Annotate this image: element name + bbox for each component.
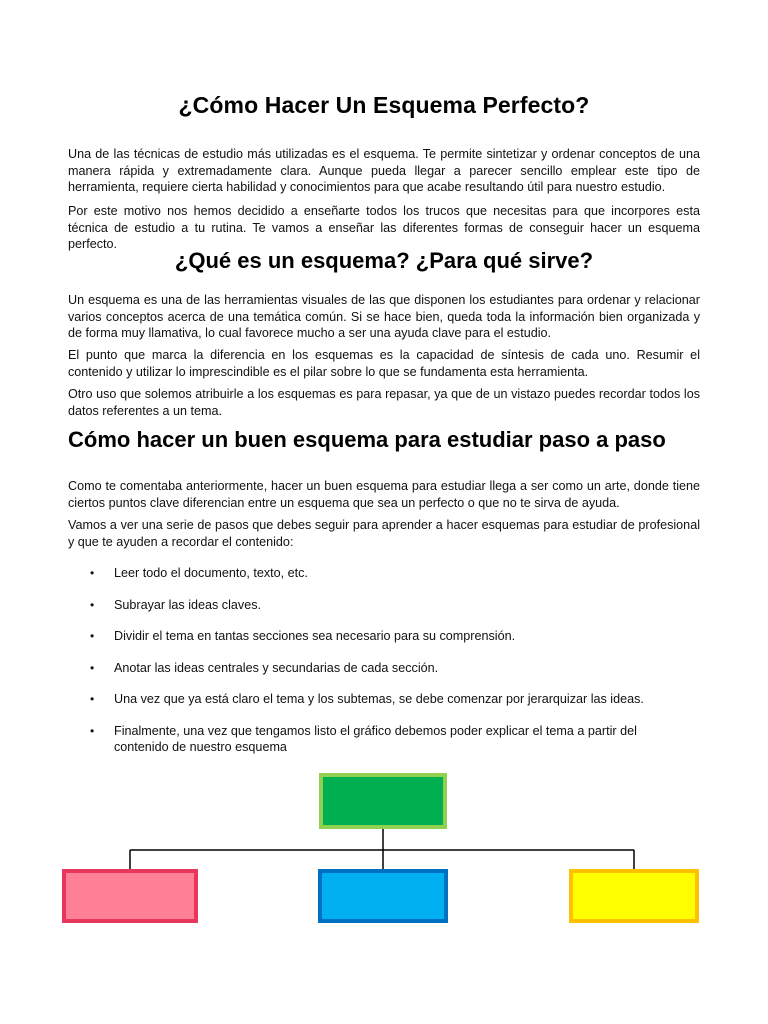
section2-paragraph-1: Como te comentaba anteriormente, hacer un buen esquema para estudiar llega a ser como un arte, donde tiene ciertos puntos clave diferencian entre un esquema que sea un perfecto o que no te sirva de ayuda. [68,479,700,510]
list-item: • Finalmente, una vez que tengamos listo el gráfico debemos poder explicar el tema a partir del contenido de nuestro esquema [90,723,637,754]
steps-list [68,565,700,756]
intro-paragraph-1: Una de las técnicas de estudio más utilizadas es el esquema. Te permite sintetizar y ordenar conceptos de una manera rápida y extremadamente clara. Aunque pueda llegar a parecer sencillo emplear este tipo de herramienta, requiere cierta habilidad y conocimientos para que acabe resultando útil para nuestro estudio. [68,147,700,194]
list-item: • Leer todo el documento, texto, etc. [90,566,308,580]
bullet-icon: • [90,597,95,612]
bullet-icon: • [90,566,95,580]
hierarchy-diagram [0,770,768,930]
bullet-icon: • [90,629,95,643]
section2-paragraph-2: Vamos a ver una serie de pasos que debes seguir para aprender a hacer esquemas para estudiar de profesional y que te ayuden a recordar el contenido: [68,518,700,549]
list-item: • Subrayar las ideas claves. [90,597,261,612]
right-child-box [571,871,697,921]
middle-child-box [320,871,446,921]
section1-paragraph-1: Un esquema es una de las herramientas visuales de las que disponen los estudiantes para ordenar y relacionar varios conceptos acerca de una temática común. Si se hace bien, queda toda la información bien organizada y de forma muy llamativa, lo cual favorece mucho a ser una ayuda clave para el estudio. [68,293,700,340]
section1-heading: ¿Qué es un esquema? ¿Para qué sirve? [174,248,594,273]
list-item: • Dividir el tema en tantas secciones sea necesario para su comprensión. [90,629,516,643]
list-item: • Anotar las ideas centrales y secundarias de cada sección. [90,660,439,675]
bullet-icon: • [90,660,95,675]
section1-paragraph-2: El punto que marca la diferencia en los esquemas es la capacidad de síntesis de cada uno. Resumir el contenido y utilizar lo imprescindible es el pilar sobre lo que se fundamenta esta herramienta. [68,348,700,379]
diagram-connectors [130,828,634,870]
intro-paragraph-2: Por este motivo nos hemos decidido a enseñarte todos los trucos que necesitas para que incorpores esta técnica de estudio a tu rutina. Te vamos a enseñar las diferentes formas de conseguir hacer un esquema perfecto. [68,204,700,251]
section1-paragraph-3: Otro uso que solemos atribuirle a los esquemas es para repasar, ya que de un vistazo puedes recordar todos los datos referentes a un tema. [68,387,700,418]
section2-heading: Cómo hacer un buen esquema para estudiar paso a paso [68,427,666,452]
list-item: • Una vez que ya está claro el tema y los subtemas, se debe comenzar por jerarquizar las ideas. [90,692,644,706]
document-title: ¿Cómo Hacer Un Esquema Perfecto? [178,92,590,118]
bullet-icon: • [90,692,95,706]
left-child-box [64,871,196,921]
bullet-icon: • [90,723,95,738]
root-box [321,775,445,827]
